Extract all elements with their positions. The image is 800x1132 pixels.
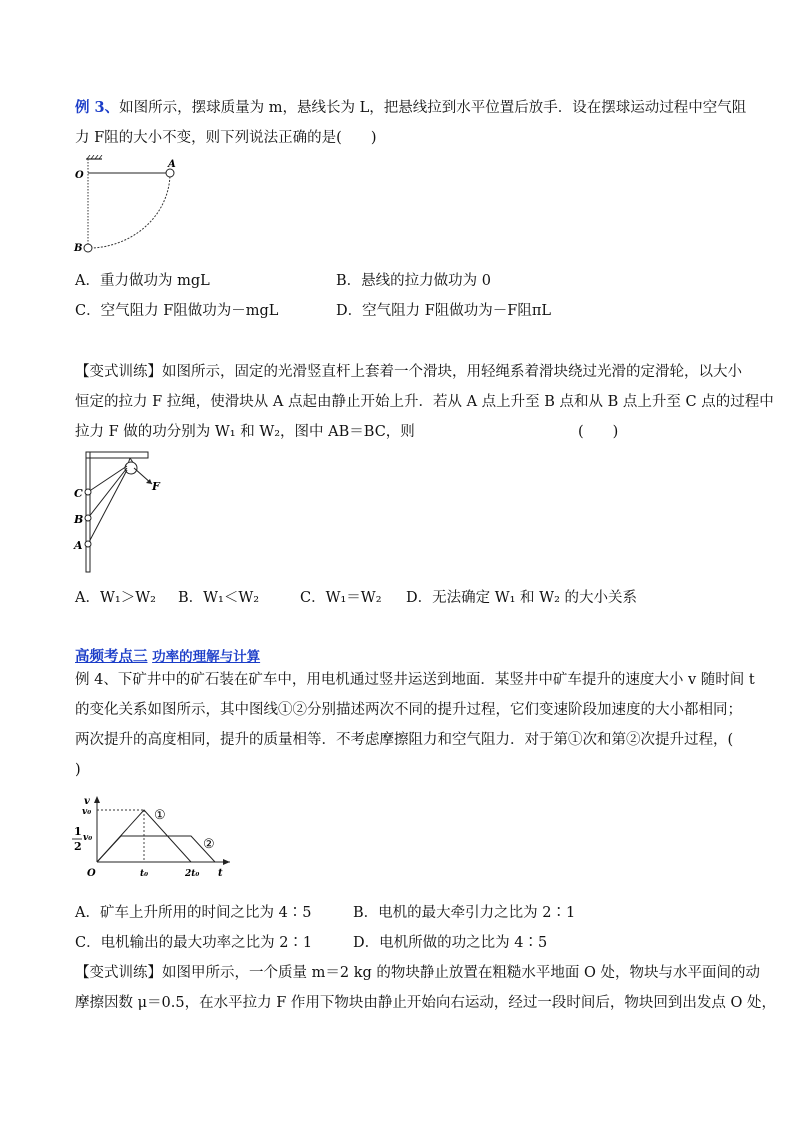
label-B: B [74, 243, 83, 254]
label-O: O [75, 170, 84, 181]
label-B: B [74, 513, 84, 526]
label-half-num: 1 [74, 825, 82, 838]
label-A: A [168, 159, 176, 170]
ex3-option-c[interactable]: C．空气阻力 F阻做功为－mgL [75, 303, 279, 319]
ex4-line4: ) [75, 762, 81, 778]
ex3-label: 例 3、 [75, 99, 120, 116]
label-t0: t₀ [140, 869, 149, 879]
label-v0: v₀ [82, 807, 92, 817]
label-v: v [84, 796, 90, 807]
train1-answer-paren: ( ) [578, 424, 619, 440]
ex3-option-a[interactable]: A．重力做功为 mgL [75, 273, 210, 289]
curve-1-label: ① [154, 808, 166, 823]
label-half-den: 2 [74, 840, 82, 853]
vt-graph [70, 790, 240, 885]
train1-option-b[interactable]: B．W₁＜W₂ [178, 590, 260, 606]
ex4-option-d[interactable]: D．电机所做的功之比为 4∶5 [353, 935, 548, 951]
ex4-option-c[interactable]: C．电机输出的最大功率之比为 2∶1 [75, 935, 313, 951]
ex4-option-b[interactable]: B．电机的最大牵引力之比为 2∶1 [353, 905, 576, 921]
ex3-line2: 力 F阻的大小不变，则下列说法正确的是( ) [75, 130, 377, 146]
section-heading [75, 647, 260, 667]
pulley-figure [72, 448, 182, 578]
train1-line1: 【变式训练】如图所示，固定的光滑竖直杆上套着一个滑块，用轻绳系着滑块绕过光滑的定滑轮，以大小 [75, 364, 742, 380]
label-C: C [74, 487, 83, 500]
ex3-line1: 例 3、如图所示，摆球质量为 m，悬线长为 L，把悬线拉到水平位置后放手．设在摆球运动过程中空气阻 [75, 99, 747, 116]
train1-option-d[interactable]: D．无法确定 W₁ 和 W₂ 的大小关系 [406, 590, 637, 606]
train1-line3: 拉力 F 做的功分别为 W₁ 和 W₂，图中 AB＝BC，则 [75, 424, 415, 440]
section-title: 高频考点三 [75, 648, 148, 665]
label-t: t [218, 868, 223, 879]
train1-option-a[interactable]: A．W₁＞W₂ [75, 590, 156, 606]
label-A: A [74, 539, 83, 552]
section-subtitle: 功率的理解与计算 [152, 649, 261, 665]
pendulum-figure [72, 155, 192, 255]
train2-line2: 摩擦因数 μ＝0.5，在水平拉力 F 作用下物块由静止开始向右运动，经过一段时间后，物块回到出发点 O 处， [75, 995, 776, 1011]
label-F: F [152, 480, 160, 493]
label-2t0: 2t₀ [185, 869, 200, 879]
ex4-option-a[interactable]: A．矿车上升所用的时间之比为 4∶5 [75, 905, 312, 921]
ex4-line3: 两次提升的高度相同，提升的质量相等．不考虑摩擦阻力和空气阻力．对于第①次和第②次提升过程，( [75, 732, 734, 748]
train1-option-c[interactable]: C．W₁＝W₂ [300, 590, 382, 606]
train1-line2: 恒定的拉力 F 拉绳，使滑块从 A 点起由静止开始上升．若从 A 点上升至 B 点和从 B 点上升至 C 点的过程中 [75, 394, 774, 410]
label-origin: O [87, 868, 96, 879]
ex4-line2: 的变化关系如图所示，其中图线①②分别描述两次不同的提升过程，它们变速阶段加速度的大小都相同； [75, 702, 742, 718]
ex3-option-b[interactable]: B．悬线的拉力做功为 0 [336, 273, 491, 289]
ex3-option-d[interactable]: D．空气阻力 F阻做功为－F阻πL [336, 303, 552, 319]
ex4-line1: 例 4、下矿井中的矿石装在矿车中，用电机通过竖井运送到地面．某竖井中矿车提升的速度大小 v 随时间 t [75, 672, 755, 688]
train2-line1: 【变式训练】如图甲所示，一个质量 m＝2 kg 的物块静止放置在粗糙水平地面 O 处，物块与水平面间的动 [75, 965, 760, 981]
label-v0-half: v₀ [83, 833, 93, 843]
curve-2-label: ② [203, 837, 215, 852]
